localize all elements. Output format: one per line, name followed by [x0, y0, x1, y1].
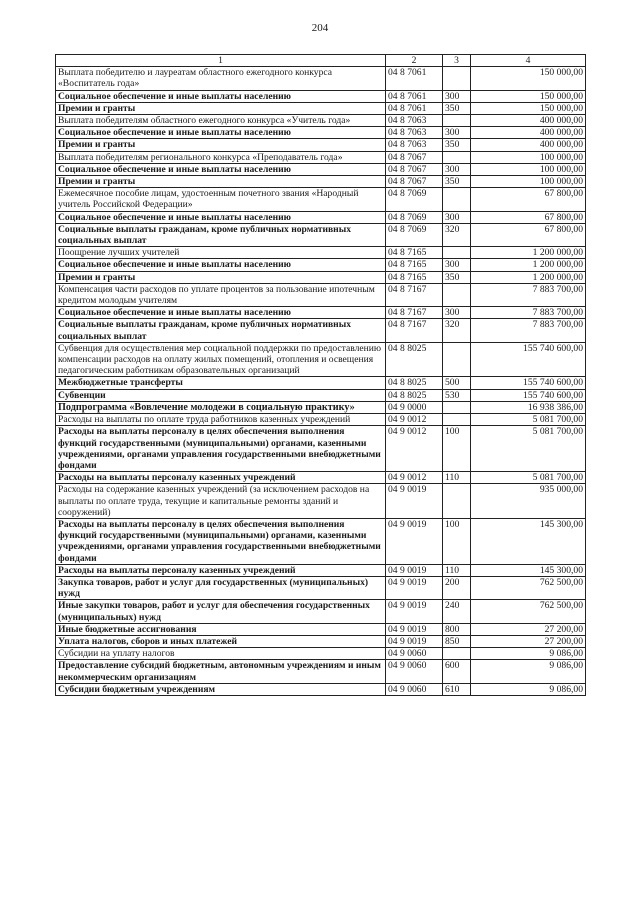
table-row: [56, 426, 586, 472]
row-code: 04 9 0019: [386, 564, 443, 576]
row-code: 04 9 0060: [386, 648, 443, 660]
table-row: [56, 342, 586, 377]
table-row: [56, 188, 586, 211]
table-row: [56, 139, 586, 151]
row-name: Социальное обеспечение и иные выплаты населению: [56, 307, 386, 319]
table-row: [56, 401, 586, 413]
header-col-amount: 4: [471, 55, 586, 67]
row-vr: [443, 648, 471, 660]
row-amount: 762 500,00: [471, 600, 586, 623]
row-amount: 27 200,00: [471, 623, 586, 635]
table-row: [56, 472, 586, 484]
row-name: Выплата победителям областного ежегодного конкурса «Учитель года»: [56, 115, 386, 127]
row-code: 04 9 0060: [386, 683, 443, 695]
row-name: Предоставление субсидий бюджетным, автономным учреждениям и иным некоммерческим организациям: [56, 660, 386, 683]
row-name: Межбюджетные трансферты: [56, 377, 386, 389]
row-amount: 145 300,00: [471, 518, 586, 564]
row-amount: 1 200 000,00: [471, 259, 586, 271]
row-vr: [443, 188, 471, 211]
row-name: Поощрение лучших учителей: [56, 247, 386, 259]
row-code: 04 9 0000: [386, 401, 443, 413]
row-name: Субсидии на уплату налогов: [56, 648, 386, 660]
header-row: [56, 55, 586, 67]
row-vr: 300: [443, 90, 471, 102]
row-code: 04 8 7069: [386, 223, 443, 246]
row-code: 04 8 7167: [386, 283, 443, 306]
table-row: [56, 67, 586, 90]
row-code: 04 8 7069: [386, 188, 443, 211]
row-vr: [443, 151, 471, 163]
row-vr: 110: [443, 564, 471, 576]
row-vr: 610: [443, 683, 471, 695]
row-amount: 7 883 700,00: [471, 283, 586, 306]
row-name: Закупка товаров, работ и услуг для государственных (муниципальных) нужд: [56, 576, 386, 599]
row-vr: 200: [443, 576, 471, 599]
row-name: Премии и гранты: [56, 102, 386, 114]
row-amount: 400 000,00: [471, 139, 586, 151]
table-row: [56, 176, 586, 188]
row-vr: [443, 247, 471, 259]
row-amount: 9 086,00: [471, 660, 586, 683]
table-row: [56, 414, 586, 426]
row-amount: 400 000,00: [471, 127, 586, 139]
row-amount: 5 081 700,00: [471, 414, 586, 426]
table-row: [56, 518, 586, 564]
row-amount: 145 300,00: [471, 564, 586, 576]
row-name: Социальное обеспечение и иные выплаты населению: [56, 163, 386, 175]
row-code: 04 8 7165: [386, 259, 443, 271]
row-vr: 600: [443, 660, 471, 683]
row-amount: 16 938 386,00: [471, 401, 586, 413]
row-name: Подпрограмма «Вовлечение молодежи в социальную практику»: [56, 401, 386, 413]
table-row: [56, 377, 586, 389]
row-code: 04 9 0012: [386, 426, 443, 472]
row-name: Социальные выплаты гражданам, кроме публичных нормативных социальных выплат: [56, 319, 386, 342]
row-amount: 935 000,00: [471, 484, 586, 519]
table-row: [56, 389, 586, 401]
row-vr: 530: [443, 389, 471, 401]
table-row: [56, 484, 586, 519]
row-amount: 150 000,00: [471, 102, 586, 114]
row-name: Компенсация части расходов по уплате процентов за пользование ипотечным кредитом молодым учителям: [56, 283, 386, 306]
row-vr: 350: [443, 102, 471, 114]
row-code: 04 8 7167: [386, 319, 443, 342]
row-vr: 240: [443, 600, 471, 623]
row-name: Расходы на выплаты персоналу в целях обеспечения выполнения функций государственными (муниципальными) органами, казенными учреждениями, органами управления государственными внебюджетными фондами: [56, 426, 386, 472]
row-vr: 850: [443, 635, 471, 647]
header-col-code: 2: [386, 55, 443, 67]
row-vr: 800: [443, 623, 471, 635]
table-row: [56, 259, 586, 271]
row-vr: 320: [443, 319, 471, 342]
row-code: 04 8 8025: [386, 389, 443, 401]
row-name: Социальное обеспечение и иные выплаты населению: [56, 127, 386, 139]
row-code: 04 8 7067: [386, 151, 443, 163]
row-code: 04 9 0019: [386, 635, 443, 647]
row-code: 04 8 7167: [386, 307, 443, 319]
row-code: 04 9 0019: [386, 576, 443, 599]
row-vr: 300: [443, 307, 471, 319]
row-name: Социальное обеспечение и иные выплаты населению: [56, 211, 386, 223]
table-row: [56, 319, 586, 342]
row-vr: 500: [443, 377, 471, 389]
row-name: Расходы на выплаты персоналу в целях обеспечения выполнения функций государственными (муниципальными) органами, казенными учреждениями, органами управления государственными внебюджетными фондами: [56, 518, 386, 564]
row-amount: 27 200,00: [471, 635, 586, 647]
row-name: Ежемесячное пособие лицам, удостоенным почетного звания «Народный учитель Российской Федерации»: [56, 188, 386, 211]
row-name: Субвенция для осуществления мер социальной поддержки по предоставлению компенсации расходов на оплату жилых помещений, отопления и освещения педагогическим работникам образовательных организаций: [56, 342, 386, 377]
row-name: Выплата победителям регионального конкурса «Преподаватель года»: [56, 151, 386, 163]
table-row: [56, 660, 586, 683]
row-vr: 110: [443, 472, 471, 484]
header-col-vr: 3: [443, 55, 471, 67]
table-row: [56, 648, 586, 660]
table-row: [56, 271, 586, 283]
row-vr: 350: [443, 271, 471, 283]
row-code: 04 8 7061: [386, 90, 443, 102]
row-code: 04 8 7067: [386, 163, 443, 175]
row-vr: [443, 283, 471, 306]
row-vr: [443, 342, 471, 377]
row-name: Субвенции: [56, 389, 386, 401]
row-amount: 100 000,00: [471, 151, 586, 163]
row-code: 04 9 0019: [386, 600, 443, 623]
row-amount: 7 883 700,00: [471, 307, 586, 319]
row-amount: 67 800,00: [471, 211, 586, 223]
row-code: 04 8 7063: [386, 127, 443, 139]
row-code: 04 9 0019: [386, 518, 443, 564]
row-vr: 350: [443, 176, 471, 188]
row-name: Иные бюджетные ассигнования: [56, 623, 386, 635]
row-name: Иные закупки товаров, работ и услуг для обеспечения государственных (муниципальных) нужд: [56, 600, 386, 623]
row-name: Расходы на выплаты персоналу казенных учреждений: [56, 564, 386, 576]
row-code: 04 8 7063: [386, 139, 443, 151]
budget-table: [55, 54, 586, 696]
row-name: Премии и гранты: [56, 139, 386, 151]
row-name: Премии и гранты: [56, 176, 386, 188]
row-amount: 7 883 700,00: [471, 319, 586, 342]
row-amount: 762 500,00: [471, 576, 586, 599]
table-row: [56, 576, 586, 599]
row-amount: 1 200 000,00: [471, 271, 586, 283]
row-code: 04 8 7067: [386, 176, 443, 188]
row-vr: [443, 67, 471, 90]
row-name: Расходы на выплаты по оплате труда работников казенных учреждений: [56, 414, 386, 426]
table-row: [56, 623, 586, 635]
table-row: [56, 163, 586, 175]
row-amount: 5 081 700,00: [471, 472, 586, 484]
row-amount: 1 200 000,00: [471, 247, 586, 259]
row-name: Социальное обеспечение и иные выплаты населению: [56, 90, 386, 102]
row-vr: 100: [443, 426, 471, 472]
table-row: [56, 211, 586, 223]
row-name: Субсидии бюджетным учреждениям: [56, 683, 386, 695]
row-name: Расходы на выплаты персоналу казенных учреждений: [56, 472, 386, 484]
row-code: 04 8 7061: [386, 102, 443, 114]
table-row: [56, 600, 586, 623]
row-amount: 100 000,00: [471, 163, 586, 175]
table-row: [56, 307, 586, 319]
row-code: 04 8 8025: [386, 377, 443, 389]
row-vr: 300: [443, 163, 471, 175]
row-name: Социальное обеспечение и иные выплаты населению: [56, 259, 386, 271]
table-row: [56, 223, 586, 246]
row-name: Расходы на содержание казенных учреждений (за исключением расходов на выплаты по оплате труда, текущие и капитальные ремонты зданий и сооружений): [56, 484, 386, 519]
row-amount: 155 740 600,00: [471, 389, 586, 401]
row-vr: [443, 414, 471, 426]
row-vr: 350: [443, 139, 471, 151]
table-row: [56, 115, 586, 127]
table-row: [56, 564, 586, 576]
row-amount: 150 000,00: [471, 90, 586, 102]
row-vr: 320: [443, 223, 471, 246]
table-row: [56, 151, 586, 163]
row-code: 04 9 0019: [386, 484, 443, 519]
row-amount: 100 000,00: [471, 176, 586, 188]
row-vr: 100: [443, 518, 471, 564]
row-amount: 67 800,00: [471, 188, 586, 211]
row-name: Социальные выплаты гражданам, кроме публичных нормативных социальных выплат: [56, 223, 386, 246]
row-vr: 300: [443, 259, 471, 271]
table-row: [56, 635, 586, 647]
table-row: [56, 90, 586, 102]
row-code: 04 8 7061: [386, 67, 443, 90]
row-name: Выплата победителю и лауреатам областного ежегодного конкурса «Воспитатель года»: [56, 67, 386, 90]
row-code: 04 9 0012: [386, 414, 443, 426]
header-col-name: 1: [56, 55, 386, 67]
row-amount: 5 081 700,00: [471, 426, 586, 472]
row-code: 04 8 8025: [386, 342, 443, 377]
row-vr: [443, 401, 471, 413]
row-amount: 400 000,00: [471, 115, 586, 127]
row-code: 04 8 7165: [386, 247, 443, 259]
row-amount: 150 000,00: [471, 67, 586, 90]
row-vr: 300: [443, 211, 471, 223]
table-row: [56, 102, 586, 114]
row-code: 04 8 7165: [386, 271, 443, 283]
table-row: [56, 283, 586, 306]
row-code: 04 9 0012: [386, 472, 443, 484]
row-amount: 9 086,00: [471, 648, 586, 660]
row-amount: 155 740 600,00: [471, 342, 586, 377]
row-code: 04 8 7069: [386, 211, 443, 223]
row-code: 04 8 7063: [386, 115, 443, 127]
table-row: [56, 247, 586, 259]
table-row: [56, 127, 586, 139]
table-row: [56, 683, 586, 695]
row-vr: [443, 484, 471, 519]
row-name: Премии и гранты: [56, 271, 386, 283]
row-amount: 155 740 600,00: [471, 377, 586, 389]
row-name: Уплата налогов, сборов и иных платежей: [56, 635, 386, 647]
page-number: 204: [311, 22, 329, 34]
table-body: [56, 67, 586, 696]
row-vr: [443, 115, 471, 127]
row-vr: 300: [443, 127, 471, 139]
row-amount: 67 800,00: [471, 223, 586, 246]
row-code: 04 9 0060: [386, 660, 443, 683]
row-amount: 9 086,00: [471, 683, 586, 695]
row-code: 04 9 0019: [386, 623, 443, 635]
